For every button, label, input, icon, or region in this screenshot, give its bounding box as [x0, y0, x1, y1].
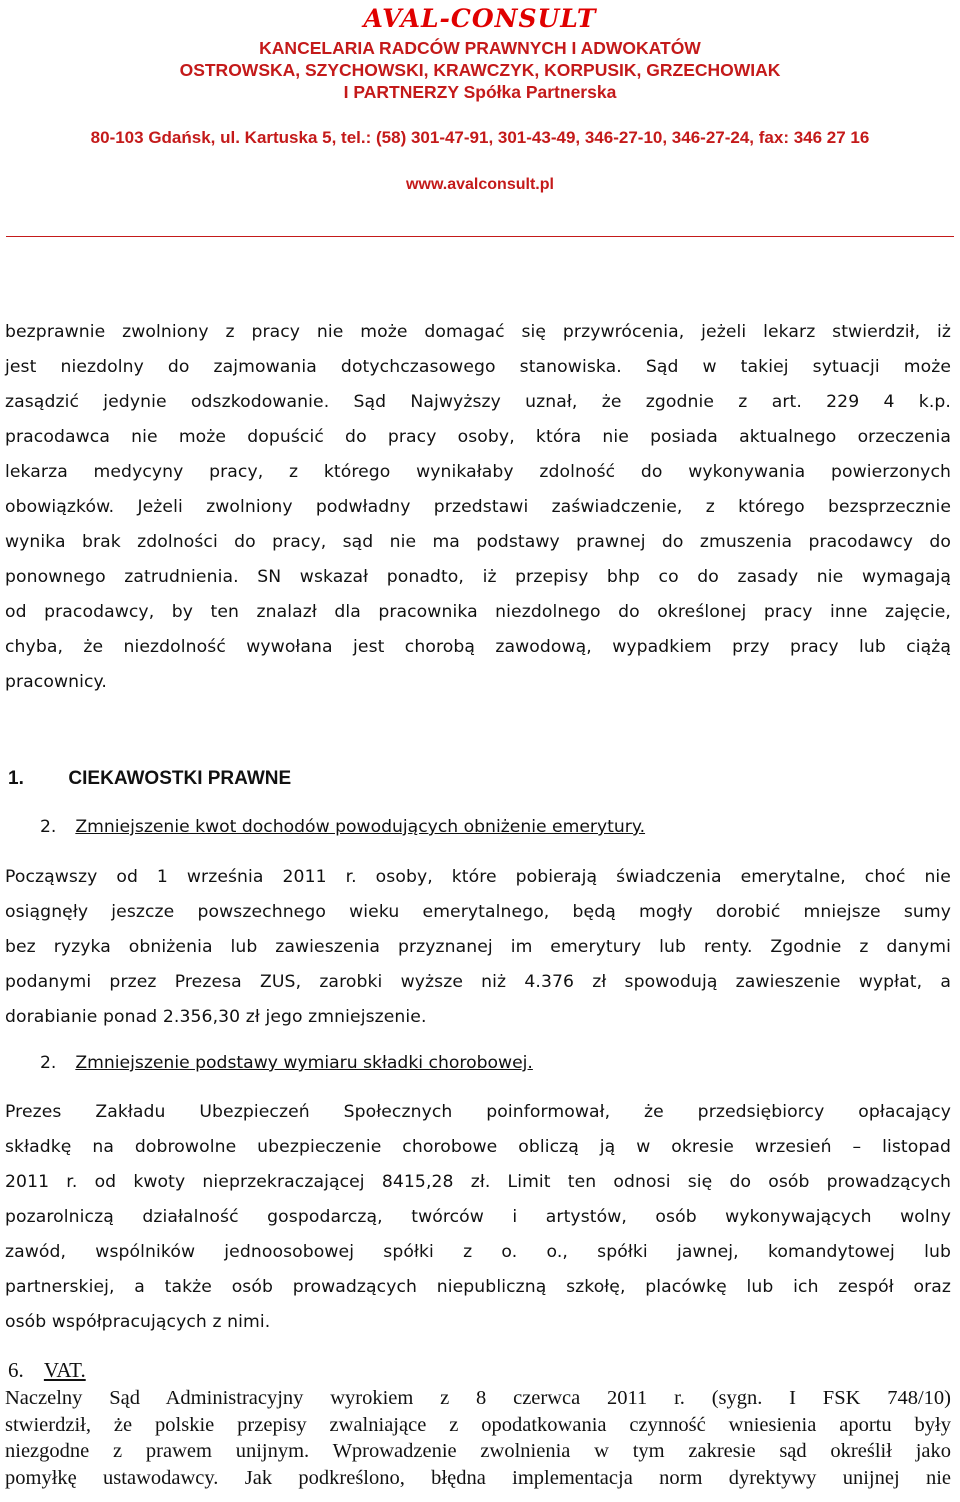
sickness-line: osób współpracujących z nimi.: [5, 1312, 271, 1332]
vat-line: Naczelny Sąd Administracyjny wyrokiem z 8 czerwca 2011 r. (sygn. I FSK 748/10): [5, 1387, 951, 1409]
sickness-line: 2011 r. od kwoty nieprzekraczającej 8415,28 zł. Limit ten odnosi się do osób prowadzących: [5, 1172, 951, 1192]
intro-line: chyba, że niezdolność wywołana jest chorobą zawodową, wypadkiem przy pracy lub ciążą: [5, 637, 951, 657]
sickness-line: partnerskiej, a także osób prowadzących niepubliczną szkołę, placówkę lub ich zespół oraz: [5, 1277, 951, 1297]
item-title: Zmniejszenie kwot dochodów powodujących obniżenie emerytury.: [75, 817, 646, 837]
intro-line: pracodawca nie może dopuścić do pracy osoby, która nie posiada aktualnego orzeczenia: [5, 427, 951, 447]
firm-logo: AVAL-CONSULT: [363, 4, 597, 33]
pension-line: podanymi przez Prezesa ZUS, zarobki wyższe niż 4.376 zł spowodują zawieszenie wypłat, a: [5, 972, 951, 992]
vat-number: 6.: [8, 1358, 24, 1382]
sickness-line: Prezes Zakładu Ubezpieczeń Społecznych poinformował, że przedsiębiorcy opłacający: [5, 1102, 951, 1122]
intro-line: ponownego zatrudnienia. SN wskazał ponadto, iż przepisy bhp co do zasady nie wymagają: [5, 567, 951, 587]
intro-line: bezprawnie zwolniony z pracy nie może domagać się przywrócenia, jeżeli lekarz stwierdził, iż: [5, 322, 951, 342]
vat-paragraph: [5, 1385, 951, 1491]
firm-name-line-1: KANCELARIA RADCÓW PRAWNYCH I ADWOKATÓW: [259, 38, 701, 58]
item-number: 2.: [40, 817, 57, 837]
sickness-paragraph: [5, 1095, 951, 1340]
intro-line: od pracodawcy, by ten znalazł dla pracownika niezdolnego do określonej pracy inne zajęcie,: [5, 602, 951, 622]
header-divider: [6, 236, 954, 237]
firm-name-line-2: OSTROWSKA, SZYCHOWSKI, KRAWCZYK, KORPUSIK, GRZECHOWIAK: [179, 60, 781, 80]
intro-line: zasądzić jedynie odszkodowanie. Sąd Najwyższy uznał, że zgodnie z art. 229 4 k.p.: [5, 392, 951, 412]
intro-paragraph: [5, 315, 951, 700]
intro-line: wynika brak zdolności do pracy, sąd nie ma podstawy prawnej do zmuszenia pracodawcy do: [5, 532, 951, 552]
intro-line: obowiązków. Jeżeli zwolniony podwładny przedstawi zaświadczenie, z którego bezsprzecznie: [5, 497, 951, 517]
vat-line: pomyłkę ustawodawcy. Jak podkreślono, błędna implementacja norm dyrektywy unijnej nie: [5, 1466, 951, 1489]
vat-heading: [8, 1358, 86, 1383]
item-heading-pension: [40, 817, 645, 837]
intro-line: pracownicy.: [5, 672, 107, 692]
pension-line: Począwszy od 1 września 2011 r. osoby, które pobierają świadczenia emerytalne, choć nie: [5, 867, 951, 887]
vat-line: niezgodne z prawem unijnym. Wprowadzenie zwolnienia w tym zakresie sąd określił jako: [5, 1440, 951, 1462]
sickness-line: pozarolniczą działalność gospodarczą, twórców i artystów, osób wykonywających wolny: [5, 1207, 951, 1227]
section-heading: [8, 768, 291, 790]
firm-website: www.avalconsult.pl: [406, 176, 554, 193]
sickness-line: zawód, wspólników jednoosobowej spółki z o. o., spółki jawnej, komandytowej lub: [5, 1242, 951, 1262]
vat-title: VAT.: [43, 1358, 86, 1382]
section-title: CIEKAWOSTKI PRAWNE: [68, 768, 292, 789]
item-heading-sickness: [40, 1053, 533, 1073]
firm-name-line-3: I PARTNERZY Spółka Partnerska: [343, 82, 617, 102]
vat-line: stwierdził, że polskie przepisy zwalniające z opodatkowania czynność wniesienia aportu były: [5, 1413, 951, 1436]
pension-line: dorabianie ponad 2.356,30 zł jego zmniejszenie.: [5, 1007, 427, 1027]
pension-paragraph: [5, 860, 951, 1035]
intro-line: lekarza medycyny pracy, z którego wynikałaby zdolność do wykonywania powierzonych: [5, 462, 951, 482]
pension-line: osiągnęły jeszcze powszechnego wieku emerytalnego, będą mogły dorobić mniejsze sumy: [5, 902, 951, 922]
pension-line: bez ryzyka obniżenia lub zawieszenia przyznanej im emerytury lub renty. Zgodnie z danymi: [5, 937, 951, 957]
firm-address: 80-103 Gdańsk, ul. Kartuska 5, tel.: (58) 301-47-91, 301-43-49, 346-27-10, 346-27-24, fax: 346 27 16: [90, 128, 870, 147]
item-number: 2.: [40, 1053, 57, 1073]
item-title: Zmniejszenie podstawy wymiaru składki chorobowej.: [75, 1053, 533, 1073]
section-number: 1.: [8, 768, 24, 789]
sickness-line: składkę na dobrowolne ubezpieczenie chorobowe obliczą ją w okresie wrzesień – listopad: [5, 1137, 951, 1157]
intro-line: jest niezdolny do zajmowania dotychczasowego stanowiska. Sąd w takiej sytuacji może: [5, 357, 951, 377]
